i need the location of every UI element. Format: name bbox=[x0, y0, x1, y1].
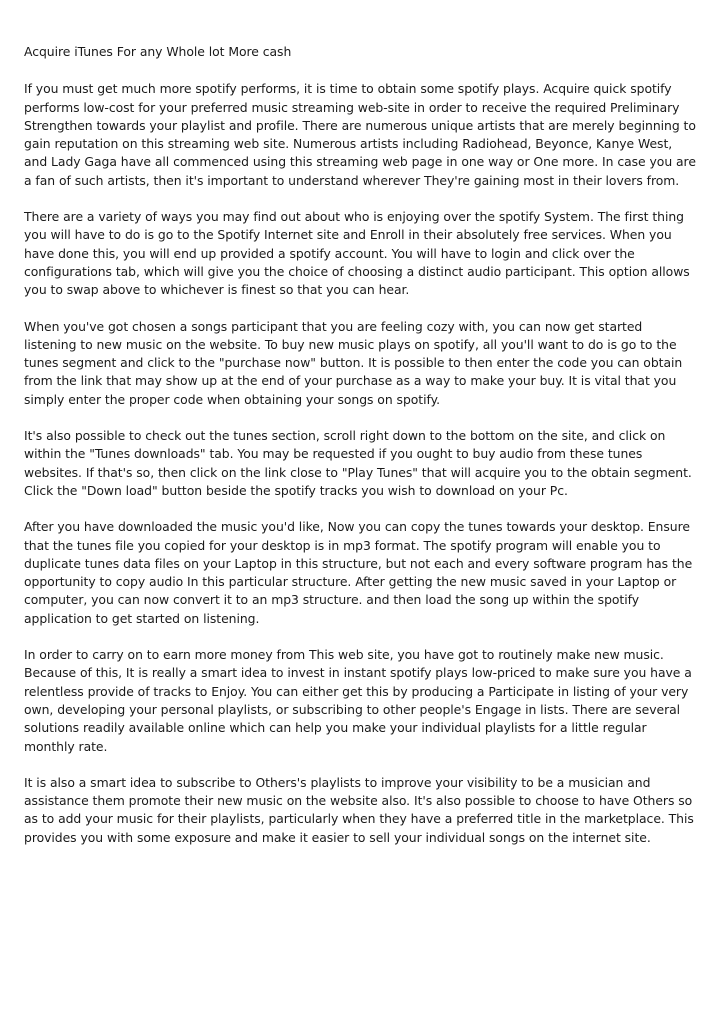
paragraph-3: When you've got chosen a songs participant that you are feeling cozy with, you can now get started listening to new music on the website. To buy new music plays on spotify, all you'll want to do is go to the tunes segment and click to the "purchase now" button. It is possible to then enter the code you can obtain from the link that may show up at the end of your purchase as a way to make your buy. It is vital that you simply enter the proper code when obtaining your songs on spotify. bbox=[24, 318, 683, 407]
document-title: Acquire iTunes For any Whole lot More cash bbox=[24, 44, 292, 59]
paragraph-4: It's also possible to check out the tunes section, scroll right down to the bottom on the site, and click on within the "Tunes downloads" tab. You may be requested if you ought to buy audio from these tunes websites. If that's so, then click on the link close to "Play Tunes" that will acquire you to the obtain segment. Click the "Down load" button beside the spotify tracks you wish to download on your Pc. bbox=[24, 428, 692, 498]
paragraph-2: There are a variety of ways you may find out about who is enjoying over the spotify System. The first thing you will have to do is go to the Spotify Internet site and Enroll in their absolutely free services. When you have done this, you will end up provided a spotify account. You will have to login and click over the configurations tab, which will give you the choice of choosing a distinct audio participant. This option allows you to swap above to whichever is finest so that you can hear. bbox=[24, 209, 690, 298]
document-page bbox=[24, 43, 698, 847]
paragraph-5: After you have downloaded the music you'd like, Now you can copy the tunes towards your desktop. Ensure that the tunes file you copied for your desktop is in mp3 format. The spotify program will enable you to duplicate tunes data files on your Laptop in this structure, but not each and every software program has the opportunity to copy audio In this particular structure. After getting the new music saved in your Laptop or computer, you can now convert it to an mp3 structure. and then load the song up within the spotify application to get started on listening. bbox=[24, 519, 693, 626]
paragraph-7: It is also a smart idea to subscribe to Others's playlists to improve your visibility to be a musician and assistance them promote their new music on the website also. It's also possible to choose to have Others so as to add your music for their playlists, particularly when they have a preferred title in the marketplace. This provides you with some exposure and make it easier to sell your individual songs on the internet site. bbox=[24, 774, 694, 845]
paragraph-6: In order to carry on to earn more money from This web site, you have got to routinely make new music. Because of this, It is really a smart idea to invest in instant spotify plays low-priced to make sure you have a relentless provide of tracks to Enjoy. You can either get this by producing a Participate in listing of your very own, developing your personal playlists, or subscribing to other people's Engage in lists. There are several solutions readily available online which can help you make your individual playlists for a little regular monthly rate. bbox=[24, 647, 692, 754]
paragraph-1: If you must get much more spotify performs, it is time to obtain some spotify plays. Acquire quick spotify performs low-cost for your preferred music streaming web-site in order to receive the required Preliminary Strengthen towards your playlist and profile. There are numerous unique artists that are merely beginning to gain reputation on this streaming web site. Numerous artists including Radiohead, Beyonce, Kanye West, and Lady Gaga have all commenced using this streaming web page in one way or One more. In case you are a fan of such artists, then it's important to understand wherever They're gaining most in their lovers from. bbox=[24, 81, 696, 188]
